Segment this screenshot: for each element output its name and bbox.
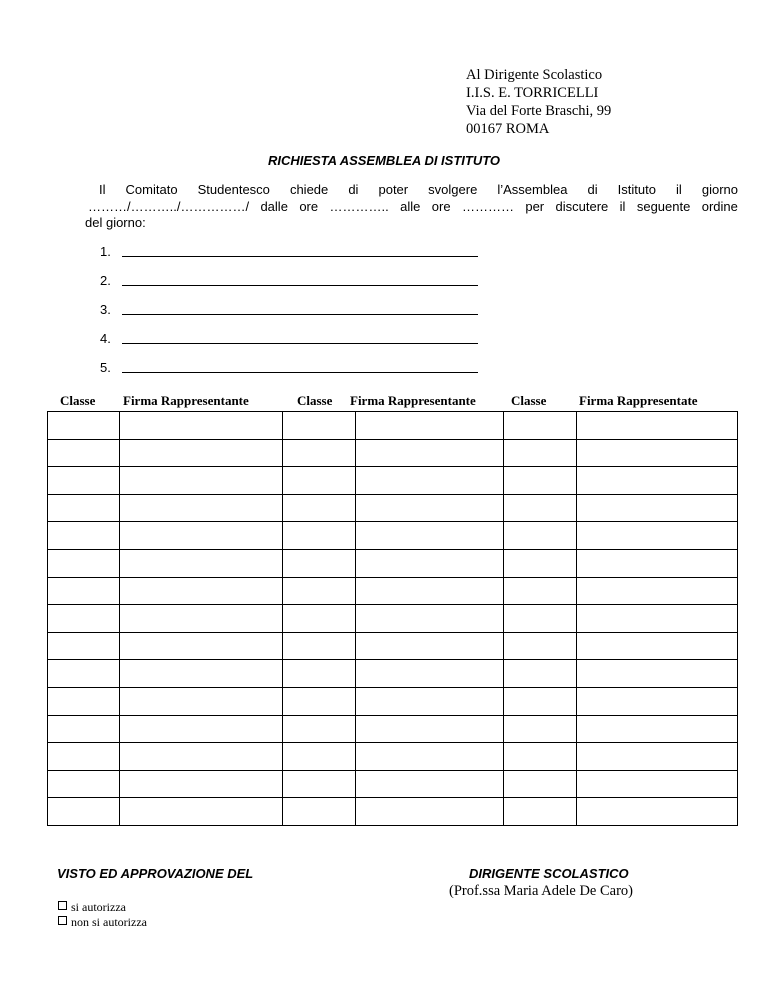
table-row [48,632,738,660]
classe-cell[interactable] [283,439,356,467]
paragraph-word: discutere [555,198,609,214]
table-row [48,715,738,743]
firma-cell[interactable] [577,467,738,495]
classe-cell[interactable] [504,687,577,715]
classe-cell[interactable] [504,715,577,743]
firma-cell[interactable] [120,660,283,688]
classe-cell[interactable] [48,660,120,688]
classe-cell[interactable] [48,549,120,577]
classe-cell[interactable] [283,412,356,440]
classe-cell[interactable] [48,522,120,550]
paragraph-word: il [676,182,682,197]
header-firma-rappresentate: Firma Rappresentate [579,393,698,408]
classe-cell[interactable] [283,522,356,550]
classe-cell[interactable] [48,798,120,826]
classe-cell[interactable] [48,494,120,522]
firma-cell[interactable] [577,439,738,467]
signature-table [47,411,738,826]
recipient-line: Via del Forte Braschi, 99 [466,103,612,119]
classe-cell[interactable] [283,549,356,577]
classe-cell[interactable] [48,715,120,743]
firma-cell[interactable] [577,577,738,605]
paragraph-word: di [587,182,598,197]
firma-cell[interactable] [577,549,738,577]
paragraph-word: chiede [289,182,329,197]
firma-cell[interactable] [577,660,738,688]
firma-cell[interactable] [356,632,504,660]
table-row [48,687,738,715]
paragraph-line [88,199,738,216]
classe-cell[interactable] [48,687,120,715]
header-firma-rappresentante: Firma Rappresentante [123,393,249,408]
firma-cell[interactable] [356,522,504,550]
classe-cell[interactable] [48,605,120,633]
firma-cell[interactable] [577,605,738,633]
classe-cell[interactable] [504,798,577,826]
agenda-number: 4. [100,331,111,346]
firma-cell[interactable] [356,770,504,798]
paragraph-line [88,182,738,199]
header-classe: Classe [511,393,547,408]
classe-cell[interactable] [48,577,120,605]
classe-cell[interactable] [283,770,356,798]
classe-cell[interactable] [504,770,577,798]
agenda-blank-line[interactable] [122,273,478,286]
firma-cell[interactable] [577,632,738,660]
classe-cell[interactable] [48,743,120,771]
table-row [48,605,738,633]
table-row [48,798,738,826]
classe-cell[interactable] [48,467,120,495]
table-row [48,770,738,798]
firma-cell[interactable] [120,715,283,743]
classe-cell[interactable] [283,494,356,522]
table-header-row [0,393,768,411]
firma-cell[interactable] [356,605,504,633]
option-not-authorize[interactable] [58,915,147,930]
classe-cell[interactable] [48,632,120,660]
table-row [48,439,738,467]
paragraph-word: dalle [260,198,288,214]
firma-cell[interactable] [120,770,283,798]
header-firma-rappresentante: Firma Rappresentante [350,393,476,408]
dirigente-label: DIRIGENTE SCOLASTICO [469,866,629,881]
firma-cell[interactable] [120,577,283,605]
table-row [48,412,738,440]
firma-cell[interactable] [356,439,504,467]
paragraph-word: Comitato [125,182,178,197]
agenda-item[interactable] [100,273,478,291]
classe-cell[interactable] [283,577,356,605]
agenda-number: 2. [100,273,111,288]
classe-cell[interactable] [504,494,577,522]
recipient-line: Al Dirigente Scolastico [466,67,603,83]
recipient-address [466,66,611,138]
agenda-item[interactable] [100,302,478,320]
paragraph-word: ………….. [329,198,389,214]
paragraph-word: di [348,182,359,197]
paragraph-word: ore [431,198,451,214]
paragraph-word: svolgere [428,182,478,197]
firma-cell[interactable] [120,494,283,522]
firma-cell[interactable] [120,687,283,715]
table-row [48,522,738,550]
classe-cell[interactable] [283,687,356,715]
table-row [48,577,738,605]
approval-label: VISTO ED APPROVAZIONE DEL [57,866,254,881]
classe-cell[interactable] [48,439,120,467]
classe-cell[interactable] [504,412,577,440]
classe-cell[interactable] [48,412,120,440]
paragraph-word: giorno [701,182,738,197]
agenda-item[interactable] [100,331,478,349]
firma-cell[interactable] [356,715,504,743]
paragraph-word: alle [400,198,421,214]
classe-cell[interactable] [283,467,356,495]
firma-cell[interactable] [577,412,738,440]
classe-cell[interactable] [504,439,577,467]
header-classe: Classe [297,393,333,408]
firma-cell[interactable] [356,549,504,577]
paragraph-word: seguente [636,198,691,214]
firma-cell[interactable] [120,412,283,440]
agenda-blank-line[interactable] [122,244,478,257]
firma-cell[interactable] [577,798,738,826]
firma-cell[interactable] [356,412,504,440]
checkbox-icon[interactable] [58,901,67,910]
firma-cell[interactable] [356,798,504,826]
firma-cell[interactable] [356,494,504,522]
classe-cell[interactable] [504,467,577,495]
firma-cell[interactable] [120,467,283,495]
firma-cell[interactable] [356,687,504,715]
classe-cell[interactable] [283,798,356,826]
firma-cell[interactable] [577,715,738,743]
paragraph-word: poter [378,182,409,197]
firma-cell[interactable] [120,439,283,467]
firma-cell[interactable] [120,522,283,550]
classe-cell[interactable] [283,743,356,771]
classe-cell[interactable] [504,549,577,577]
checkbox-icon[interactable] [58,916,67,925]
recipient-line: 00167 ROMA [466,121,550,137]
option-label: non si autorizza [71,915,147,929]
firma-cell[interactable] [577,770,738,798]
paragraph-word: ………… [461,198,514,214]
paragraph-word: per [525,198,545,214]
firma-cell[interactable] [120,743,283,771]
firma-cell[interactable] [120,549,283,577]
agenda-item[interactable] [100,244,478,262]
paragraph-word: Istituto [617,182,656,197]
document-title: RICHIESTA ASSEMBLEA DI ISTITUTO [267,153,501,168]
option-authorize[interactable] [58,900,147,915]
paragraph-line: del giorno: [85,215,146,230]
paragraph-word: ordine [701,198,738,214]
agenda-number: 5. [100,360,111,375]
paragraph-word: il [619,198,626,214]
paragraph-word: Studentesco [197,182,270,197]
firma-cell[interactable] [577,743,738,771]
table-row [48,494,738,522]
table-row [48,549,738,577]
classe-cell[interactable] [283,660,356,688]
header-classe: Classe [60,393,96,408]
dirigente-name: (Prof.ssa Maria Adele De Caro) [449,883,634,899]
firma-cell[interactable] [356,577,504,605]
request-paragraph [85,182,738,232]
authorization-options [58,900,147,930]
agenda-number: 3. [100,302,111,317]
agenda-blank-line[interactable] [122,360,478,373]
option-label: si autorizza [71,900,126,914]
firma-cell[interactable] [356,743,504,771]
firma-cell[interactable] [577,687,738,715]
classe-cell[interactable] [504,632,577,660]
agenda-item[interactable] [100,360,478,378]
paragraph-word: Il [99,182,106,197]
table-row [48,660,738,688]
classe-cell[interactable] [504,743,577,771]
agenda-number: 1. [100,244,111,259]
classe-cell[interactable] [48,770,120,798]
firma-cell[interactable] [120,798,283,826]
classe-cell[interactable] [504,577,577,605]
classe-cell[interactable] [504,605,577,633]
firma-cell[interactable] [356,467,504,495]
agenda-blank-line[interactable] [122,331,478,344]
firma-cell[interactable] [120,605,283,633]
classe-cell[interactable] [504,660,577,688]
firma-cell[interactable] [356,660,504,688]
recipient-line: I.I.S. E. TORRICELLI [466,85,599,101]
classe-cell[interactable] [283,632,356,660]
firma-cell[interactable] [577,522,738,550]
classe-cell[interactable] [283,715,356,743]
classe-cell[interactable] [283,605,356,633]
paragraph-word: l’Assemblea [497,182,568,197]
table-row [48,467,738,495]
classe-cell[interactable] [504,522,577,550]
table-row [48,743,738,771]
paragraph-word: ………/………../……………/ [88,198,250,214]
agenda-blank-line[interactable] [122,302,478,315]
paragraph-word: ore [299,198,319,214]
firma-cell[interactable] [120,632,283,660]
firma-cell[interactable] [577,494,738,522]
